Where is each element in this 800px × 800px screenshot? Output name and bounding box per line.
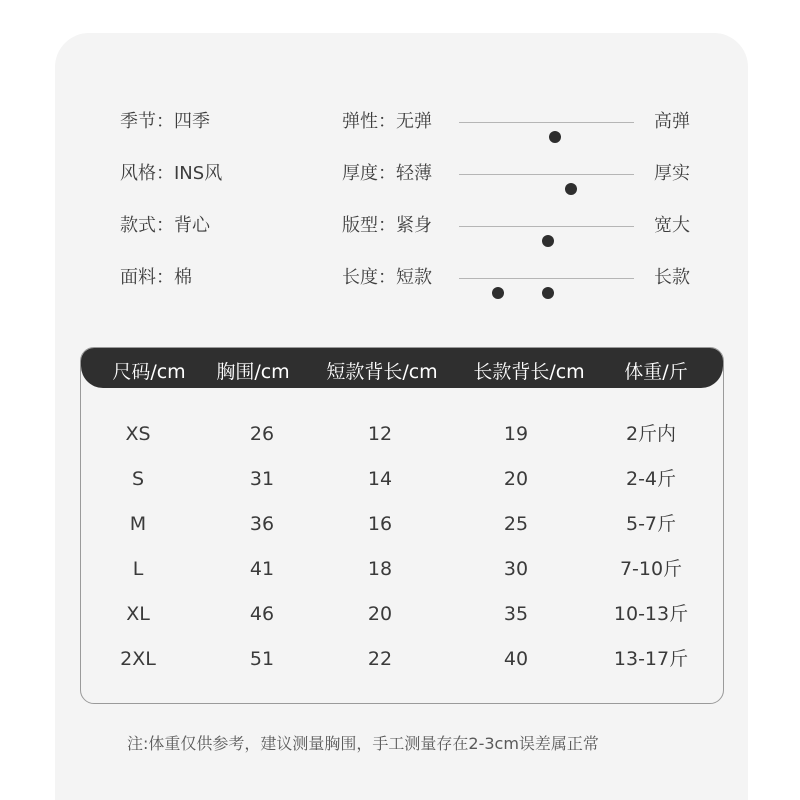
cell-weight: 5-7斤 [625, 513, 677, 535]
cell-size: XL [126, 603, 150, 625]
cell-short-length: 18 [367, 558, 393, 580]
table-row [81, 554, 723, 584]
cell-size: L [132, 558, 144, 580]
elasticity-max-label: 高弹 [654, 111, 690, 132]
cell-weight: 7-10斤 [619, 558, 683, 580]
header-long-back-length: 长款背长/cm [473, 361, 585, 383]
cell-chest: 46 [249, 603, 275, 625]
table-row [81, 644, 723, 674]
header-size: 尺码/cm [112, 361, 186, 383]
cell-weight: 10-13斤 [613, 603, 689, 625]
header-weight: 体重/斤 [624, 361, 688, 383]
table-row [81, 419, 723, 449]
cell-weight: 2-4斤 [625, 468, 677, 490]
cell-long-length: 25 [503, 513, 529, 535]
cell-size: 2XL [120, 648, 156, 670]
fabric-label: 面料：棉 [120, 267, 192, 288]
cell-long-length: 19 [503, 423, 529, 445]
size-table-header [81, 348, 723, 388]
attribute-row-thickness [0, 159, 800, 189]
table-row [81, 599, 723, 629]
type-label: 款式：背心 [120, 215, 210, 236]
thickness-marker [565, 183, 577, 195]
table-row [81, 509, 723, 539]
cell-size: XS [125, 423, 151, 445]
cell-chest: 31 [249, 468, 275, 490]
elasticity-label: 弹性：无弹 [342, 111, 432, 132]
cell-weight: 13-17斤 [613, 648, 689, 670]
measurement-note: 注:体重仅供参考，建议测量胸围，手工测量存在2-3cm误差属正常 [127, 734, 599, 753]
cell-short-length: 22 [367, 648, 393, 670]
cell-long-length: 20 [503, 468, 529, 490]
length-marker-short [492, 287, 504, 299]
cell-size: M [129, 513, 147, 535]
cell-short-length: 14 [367, 468, 393, 490]
length-scale [459, 278, 634, 279]
table-row [81, 464, 723, 494]
thickness-max-label: 厚实 [654, 163, 690, 184]
cell-long-length: 40 [503, 648, 529, 670]
cell-chest: 41 [249, 558, 275, 580]
cell-short-length: 12 [367, 423, 393, 445]
length-label: 长度：短款 [342, 267, 432, 288]
style-label: 风格：INS风 [120, 163, 223, 184]
fit-max-label: 宽大 [654, 215, 690, 236]
length-max-label: 长款 [654, 267, 690, 288]
cell-chest: 26 [249, 423, 275, 445]
cell-short-length: 20 [367, 603, 393, 625]
header-short-back-length: 短款背长/cm [326, 361, 438, 383]
fit-label: 版型：紧身 [342, 215, 432, 236]
header-chest: 胸围/cm [216, 361, 290, 383]
cell-chest: 51 [249, 648, 275, 670]
season-label: 季节：四季 [120, 111, 210, 132]
thickness-label: 厚度：轻薄 [342, 163, 432, 184]
cell-short-length: 16 [367, 513, 393, 535]
cell-weight: 2斤内 [625, 423, 677, 445]
fit-scale [459, 226, 634, 227]
cell-chest: 36 [249, 513, 275, 535]
size-table [80, 347, 724, 704]
attribute-row-elasticity [0, 107, 800, 137]
elasticity-scale [459, 122, 634, 123]
cell-size: S [131, 468, 145, 490]
thickness-scale [459, 174, 634, 175]
cell-long-length: 30 [503, 558, 529, 580]
cell-long-length: 35 [503, 603, 529, 625]
attribute-row-length [0, 263, 800, 293]
attribute-row-fit [0, 211, 800, 241]
